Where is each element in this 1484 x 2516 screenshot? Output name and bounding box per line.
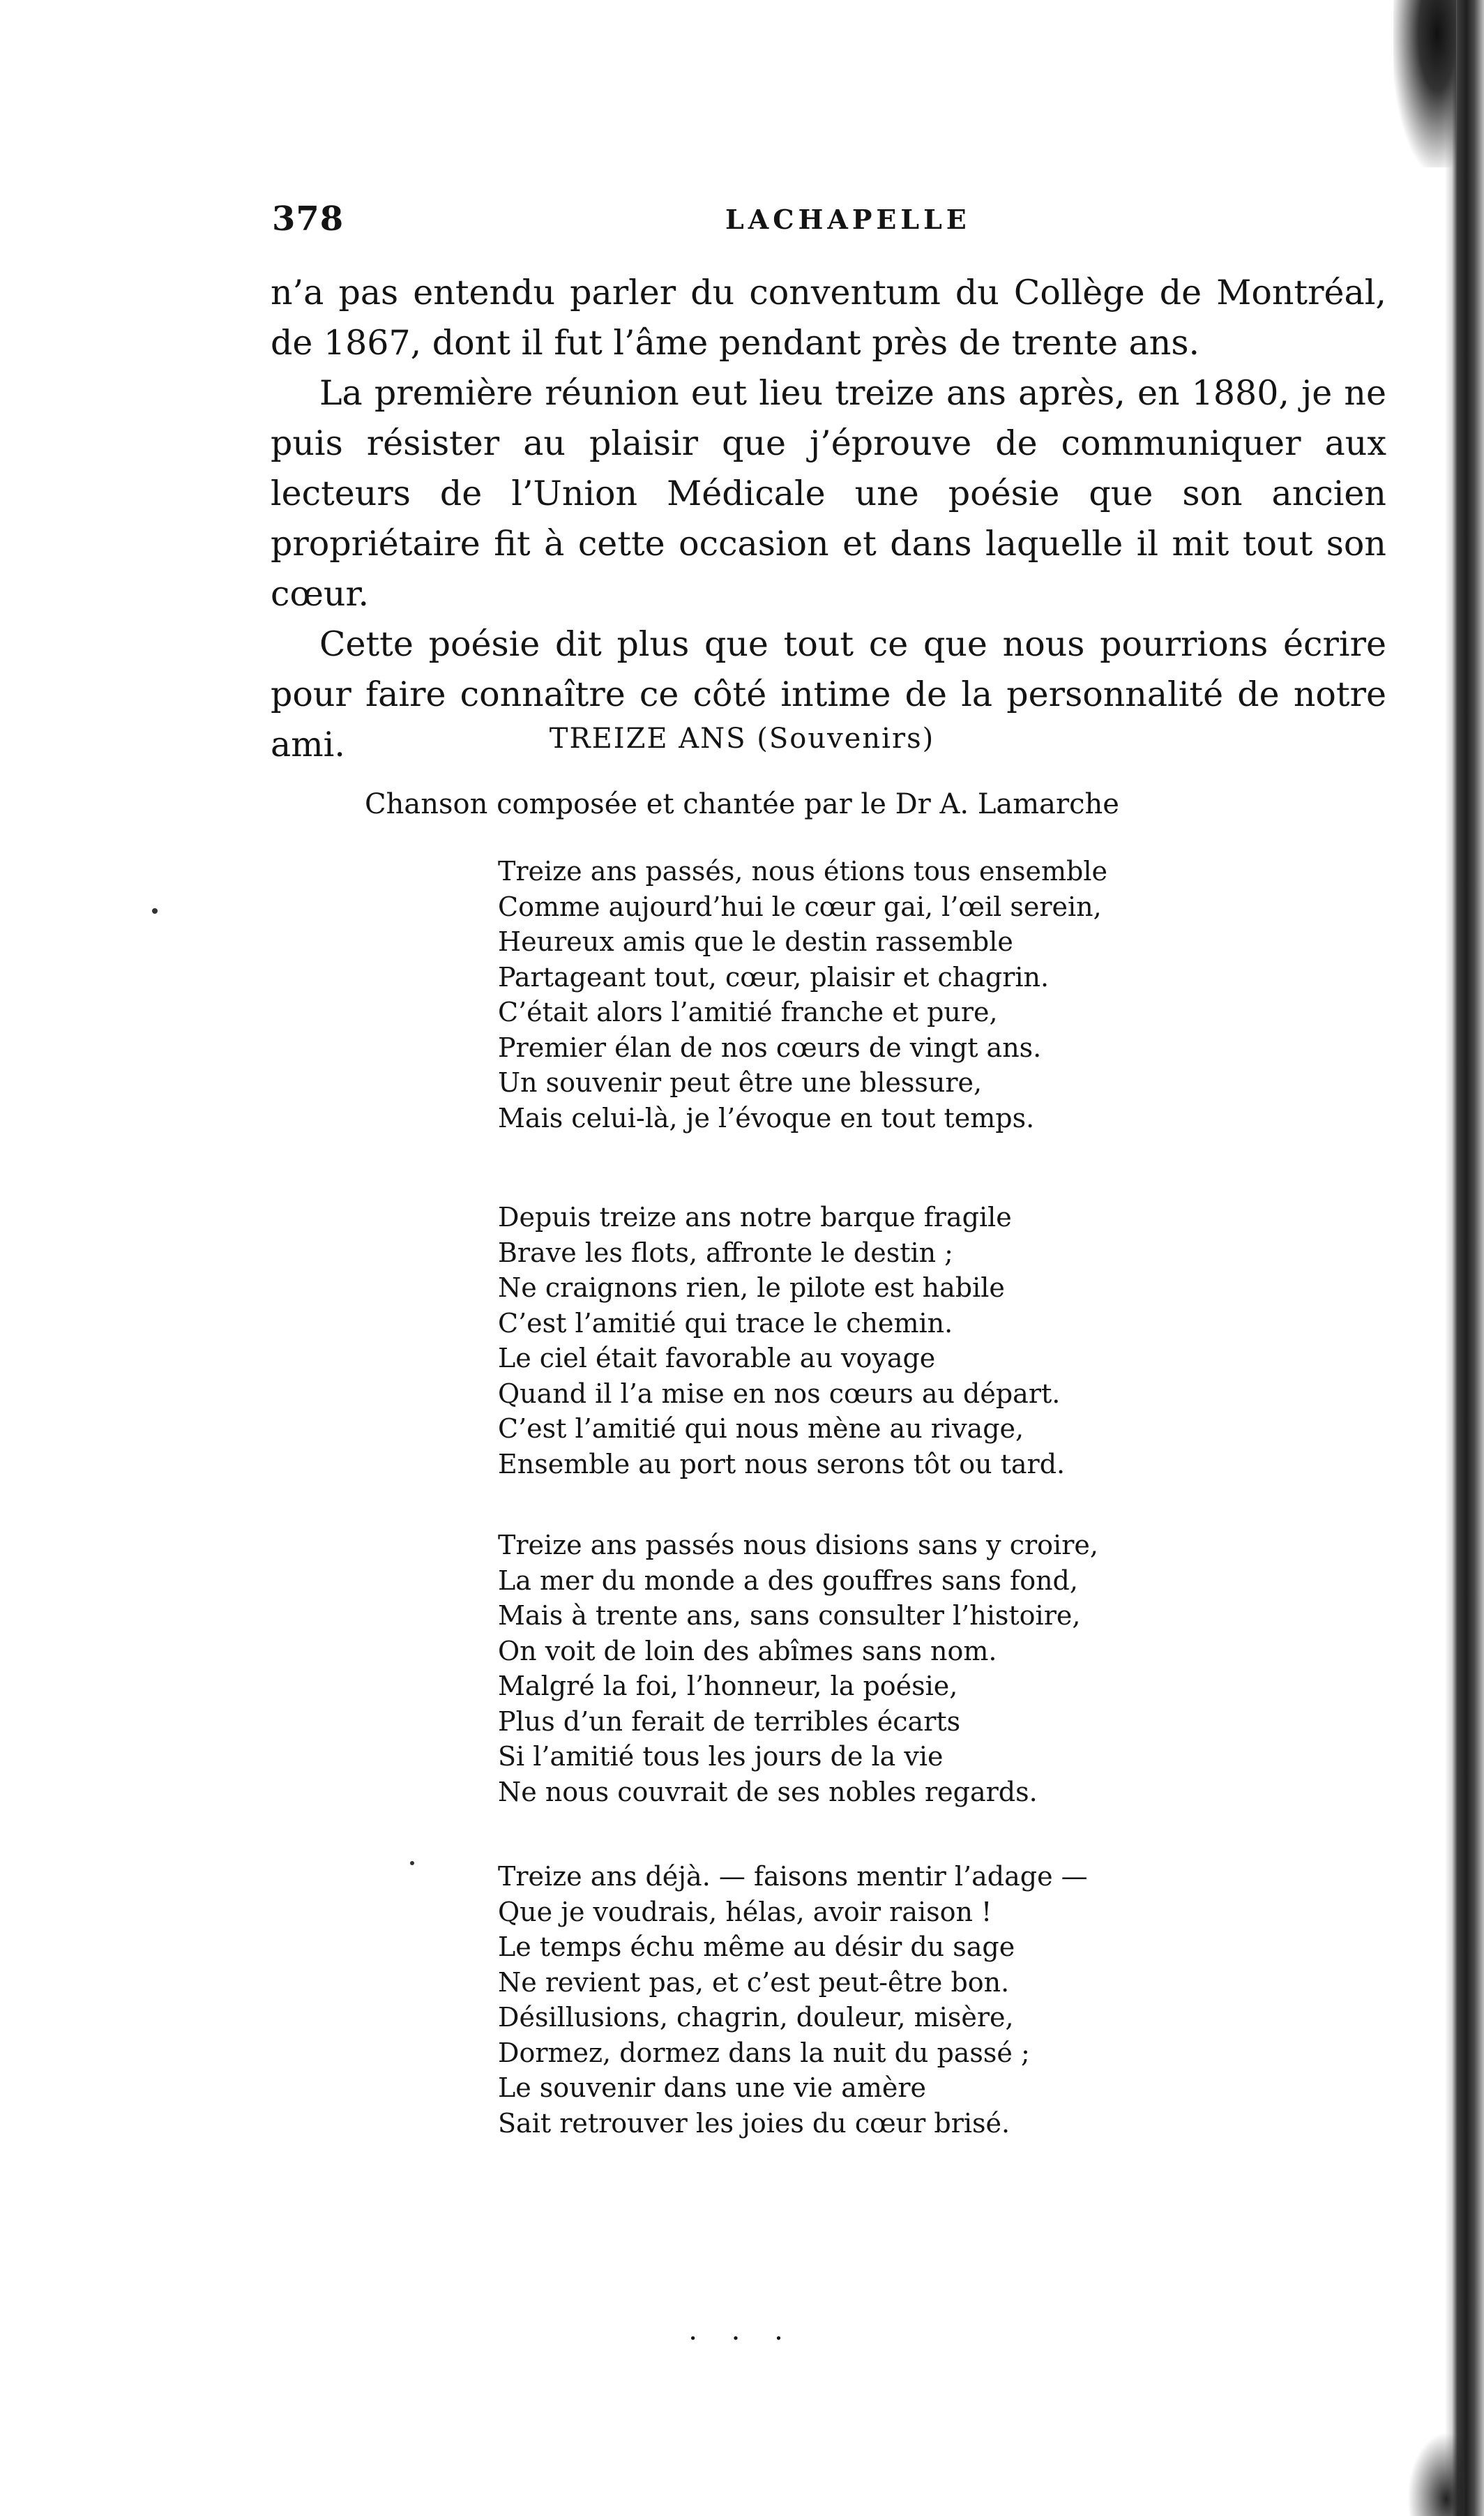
poem-stanza-4 — [498, 1859, 1195, 2141]
poem-line: Comme aujourd’hui le cœur gai, l’œil serein, — [498, 891, 1102, 922]
poem-subtitle: Chanson composée et chantée par le Dr A. Lamarche — [365, 788, 1119, 820]
poem-line: Quand il l’a mise en nos cœurs au départ. — [498, 1378, 1061, 1409]
scan-speck — [152, 908, 158, 914]
poem-stanza-1 — [498, 854, 1195, 1136]
poem-line: Sait retrouver les joies du cœur brisé. — [498, 2107, 1010, 2139]
poem-line: Le temps échu même au désir du sage — [498, 1931, 1015, 1962]
scan-gutter-shadow — [1445, 0, 1484, 2516]
scan-edge-mark-top — [1393, 0, 1456, 167]
poem-line: Ne revient pas, et c’est peut-être bon. — [498, 1966, 1010, 1998]
poem-line: Dormez, dormez dans la nuit du passé ; — [498, 2037, 1030, 2068]
section-ornament: . . . — [688, 2314, 796, 2346]
body-text — [271, 268, 1386, 770]
poem-line: C’est l’amitié qui nous mène au rivage, — [498, 1413, 1024, 1444]
poem-line: Que je voudrais, hélas, avoir raison ! — [498, 1896, 992, 1927]
poem-line: Premier élan de nos cœurs de vingt ans. — [498, 1032, 1042, 1063]
poem-line: Ensemble au port nous serons tôt ou tard. — [498, 1448, 1066, 1479]
poem-line: Ne craignons rien, le pilote est habile — [498, 1272, 1005, 1303]
poem-line: Mais à trente ans, sans consulter l’histoire, — [498, 1600, 1081, 1631]
poem-line: Le souvenir dans une vie amère — [498, 2072, 927, 2103]
poem-line: C’était alors l’amitié franche et pure, — [498, 997, 998, 1027]
page-number: 378 — [272, 199, 344, 239]
paragraph-continued: n’a pas entendu parler du conventum du Collège de Montréal, de 1867, dont il fut l’âme pendant près de trente ans. — [271, 273, 1386, 363]
poem-line: Treize ans passés nous disions sans y croire, — [498, 1530, 1098, 1560]
poem-line: Mais celui-là, je l’évoque en tout temps. — [498, 1102, 1035, 1133]
poem-line: Si l’amitié tous les jours de la vie — [498, 1741, 944, 1772]
poem-line: On voit de loin des abîmes sans nom. — [498, 1635, 997, 1666]
poem-line: Treize ans passés, nous étions tous ensemble — [498, 856, 1107, 887]
poem-line: Depuis treize ans notre barque fragile — [498, 1202, 1012, 1233]
poem-line: Un souvenir peut être une blessure, — [498, 1067, 983, 1098]
poem-line: La mer du monde a des gouffres sans fond, — [498, 1565, 1078, 1596]
poem-line: Malgré la foi, l’honneur, la poésie, — [498, 1671, 958, 1701]
poem-stanza-3 — [498, 1528, 1195, 1809]
poem-line: Heureux amis que le destin rassemble — [498, 926, 1013, 957]
poem-line: Désillusions, chagrin, douleur, misère, — [498, 2002, 1014, 2033]
poem-line: Le ciel était favorable au voyage — [498, 1343, 936, 1373]
page-header — [272, 199, 1381, 248]
poem-line: Plus d’un ferait de terribles écarts — [498, 1705, 961, 1737]
poem-line: C’est l’amitié qui trace le chemin. — [498, 1307, 953, 1339]
poem-line: Ne nous couvrait de ses nobles regards. — [498, 1776, 1038, 1807]
running-head: LACHAPELLE — [725, 204, 971, 235]
poem-stanza-2 — [498, 1200, 1195, 1482]
poem-line: Partageant tout, cœur, plaisir et chagrin. — [498, 961, 1050, 993]
scan-edge-mark-bottom — [1407, 2432, 1463, 2516]
poem-line: Brave les flots, affronte le destin ; — [498, 1237, 953, 1268]
paragraph: La première réunion eut lieu treize ans après, en 1880, je ne puis résister au plaisir que j’éprouve de communiquer aux lecteurs de l’Union Médicale une poésie que son ancien propriétaire fit à cette occasion et dans laquelle il mit tout son cœur. — [271, 373, 1386, 614]
paragraph: Cette poésie dit plus que tout ce que nous pourrions écrire pour faire connaître ce côté intime de la personnalité de notre ami. — [271, 624, 1386, 764]
poem-title: TREIZE ANS (Souvenirs) — [549, 723, 935, 755]
scan-speck — [410, 1861, 414, 1865]
poem-line: Treize ans déjà. — faisons mentir l’adage — — [498, 1861, 1088, 1892]
